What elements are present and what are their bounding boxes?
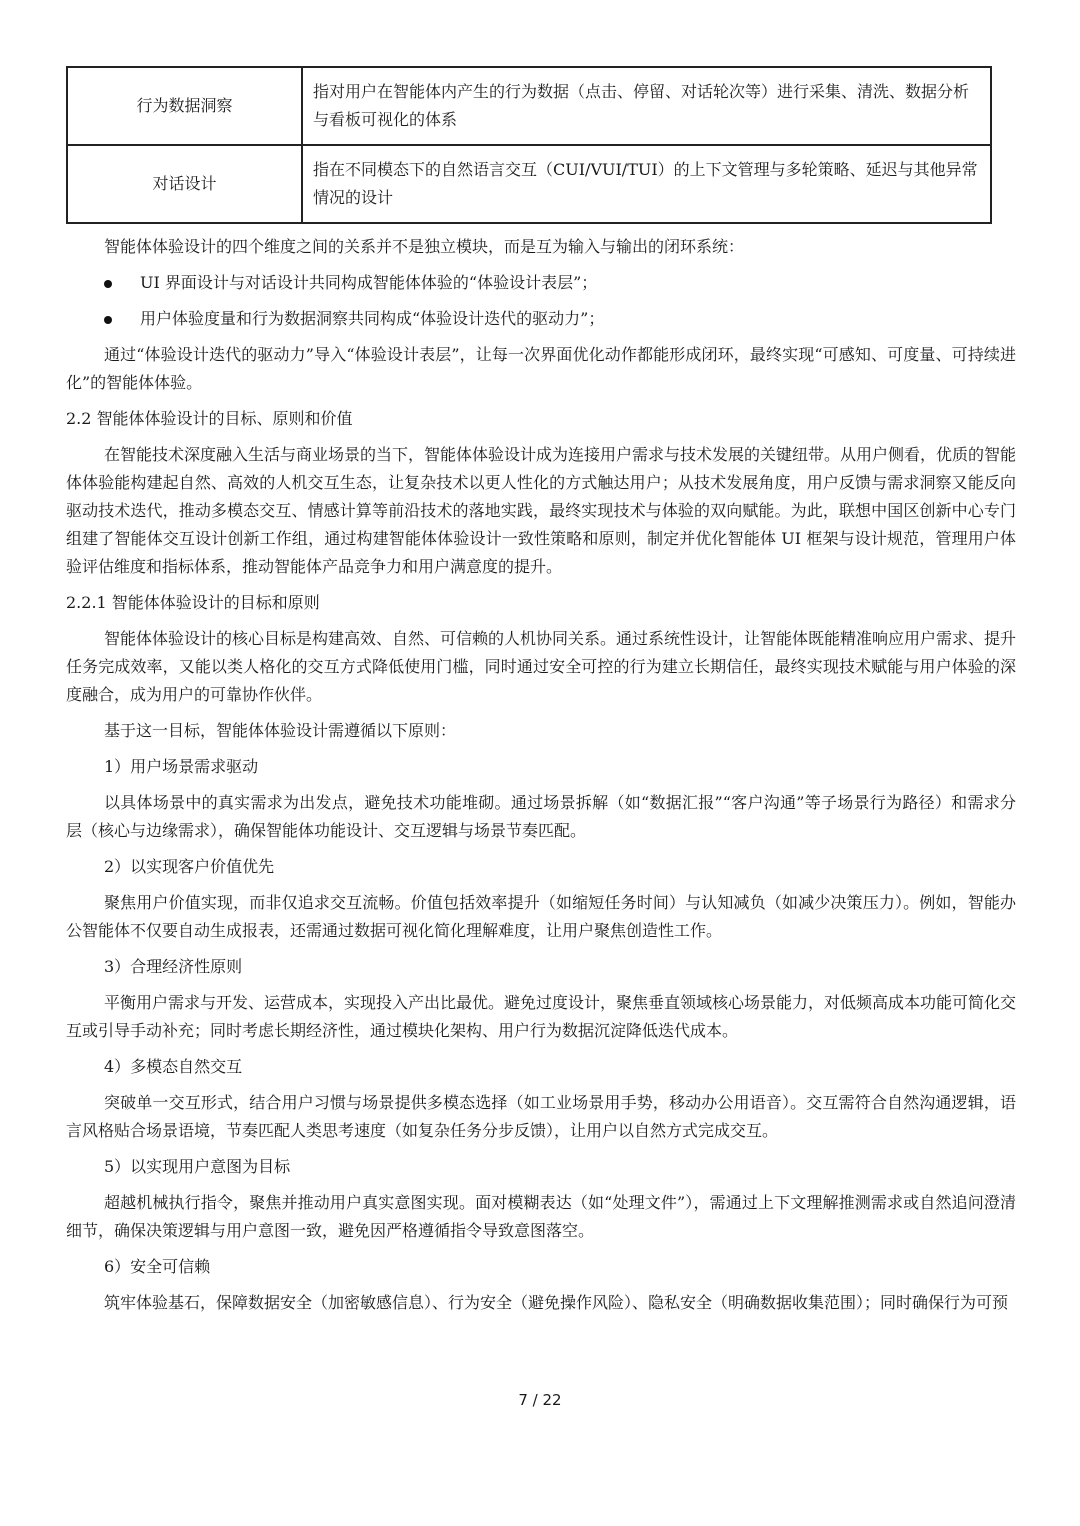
bullet-icon — [104, 280, 112, 288]
section-paragraph: 智能体体验设计的核心目标是构建高效、自然、可信赖的人机协同关系。通过系统性设计，让智能体既能精准响应用户需求、提升任务完成效率，又能以类人格化的交互方式降低使用门槛，同时通过安全可控的行为建立长期信任，最终实现技术赋能与用户体验的深度融合，成为用户的可靠协作伙伴。 — [66, 629, 1017, 704]
section-heading: 2.2 智能体体验设计的目标、原则和价值 — [66, 409, 353, 428]
desc-cell: 指在不同模态下的自然语言交互（CUI/VUI/TUI）的上下文管理与多轮策略、延迟与其他异常情况的设计 — [302, 145, 991, 223]
body-text — [66, 233, 1016, 1325]
table-row — [67, 145, 991, 223]
bullet-text: UI 界面设计与对话设计共同构成智能体体验的“体验设计表层”； — [140, 273, 598, 292]
bullet-item — [66, 269, 1016, 297]
principle-title: 4）多模态自然交互 — [104, 1057, 243, 1076]
intro-paragraph: 智能体体验设计的四个维度之间的关系并不是独立模块，而是互为输入与输出的闭环系统： — [104, 237, 745, 256]
table-row — [67, 67, 991, 145]
principle-title: 6）安全可信赖 — [104, 1257, 211, 1276]
section-paragraph: 在智能技术深度融入生活与商业场景的当下，智能体体验设计成为连接用户需求与技术发展的关键纽带。从用户侧看，优质的智能体体验能构建起自然、高效的人机交互生态，让复杂技术以更人性化的方式触达用户；从技术发展角度，用户反馈与需求洞察又能反向驱动技术迭代，推动多模态交互、情感计算等前沿技术的落地实践，最终实现技术与体验的双向赋能。为此，联想中国区创新中心专门组建了智能体交互设计创新工作组，通过构建智能体体验设计一致性策略和原则，制定并优化智能体 UI 框架与设计规范，管理用户体验评估维度和指标体系，推动智能体产品竞争力和用户满意度的提升。 — [66, 445, 1017, 576]
principle-title: 3）合理经济性原则 — [104, 957, 243, 976]
section-paragraph: 基于这一目标，智能体体验设计需遵循以下原则： — [104, 721, 457, 740]
subsection-heading: 2.2.1 智能体体验设计的目标和原则 — [66, 593, 320, 612]
principle-text: 聚焦用户价值实现，而非仅追求交互流畅。价值包括效率提升（如缩短任务时间）与认知减负（如减少决策压力）。例如，智能办公智能体不仅要自动生成报表，还需通过数据可视化简化理解难度，让用户聚焦创造性工作。 — [66, 893, 1016, 940]
bullet-text: 用户体验度量和行为数据洞察共同构成“体验设计迭代的驱动力”； — [140, 309, 605, 328]
principle-text: 平衡用户需求与开发、运营成本，实现投入产出比最优。避免过度设计，聚焦垂直领域核心场景能力，对低频高成本功能可简化交互或引导手动补充；同时考虑长期经济性，通过模块化架构、用户行为数据沉淀降低迭代成本。 — [66, 993, 1017, 1040]
principle-text: 突破单一交互形式，结合用户习惯与场景提供多模态选择（如工业场景用手势，移动办公用语音）。交互需符合自然沟通逻辑，语言风格贴合场景语境，节奏匹配人类思考速度（如复杂任务分步反馈），让用户以自然方式完成交互。 — [66, 1093, 1016, 1140]
principle-text: 筑牢体验基石，保障数据安全（加密敏感信息）、行为安全（避免操作风险）、隐私安全（明确数据收集范围）；同时确保行为可预 — [104, 1293, 1009, 1312]
bullet-item — [66, 305, 1016, 333]
term-cell: 行为数据洞察 — [67, 67, 302, 145]
principle-title: 2）以实现客户价值优先 — [104, 857, 275, 876]
desc-cell: 指对用户在智能体内产生的行为数据（点击、停留、对话轮次等）进行采集、清洗、数据分析与看板可视化的体系 — [302, 67, 991, 145]
page-number: 7 / 22 — [518, 1391, 562, 1409]
term-cell: 对话设计 — [67, 145, 302, 223]
definition-table — [66, 66, 992, 224]
principle-text: 超越机械执行指令，聚焦并推动用户真实意图实现。面对模糊表达（如“处理文件”），需通过上下文理解推测需求或自然追问澄清细节，确保决策逻辑与用户意图一致，避免因严格遵循指令导致意图落空。 — [66, 1193, 1016, 1240]
closing-paragraph: 通过“体验设计迭代的驱动力”导入“体验设计表层”，让每一次界面优化动作都能形成闭环，最终实现“可感知、可度量、可持续进化”的智能体体验。 — [66, 345, 1016, 392]
principle-title: 5）以实现用户意图为目标 — [104, 1157, 291, 1176]
bullet-icon — [104, 316, 112, 324]
principle-title: 1）用户场景需求驱动 — [104, 757, 259, 776]
principle-text: 以具体场景中的真实需求为出发点，避免技术功能堆砌。通过场景拆解（如“数据汇报”“客户沟通”等子场景行为路径）和需求分层（核心与边缘需求），确保智能体功能设计、交互逻辑与场景节奏匹配。 — [66, 793, 1016, 840]
